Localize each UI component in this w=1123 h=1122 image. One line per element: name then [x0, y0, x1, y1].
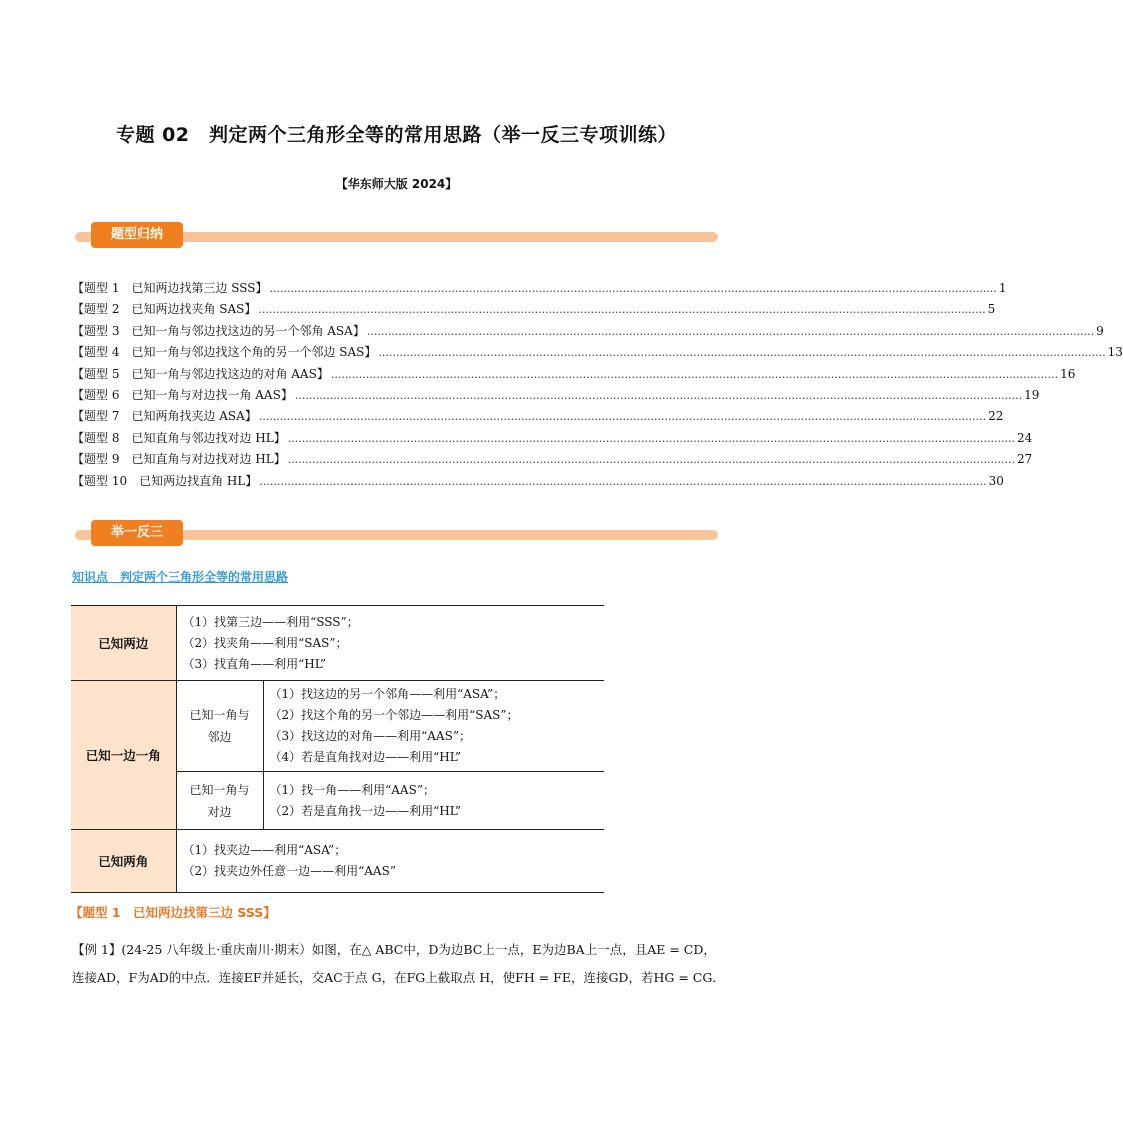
row-header-side-angle: 已知一边一角 — [71, 681, 176, 830]
method-item: （2）若是直角找一边——利用“HL” — [269, 803, 461, 818]
example-line: 连接AD，F为AD的中点．连接EF并延长，交AC于点 G，在FG上截取点 H，使FH = FE，连接GD，若HG = CG． — [72, 970, 725, 985]
toc-item[interactable] — [72, 279, 1007, 300]
method-item: （3）找这边的对角——利用“AAS”； — [269, 729, 471, 743]
two-angles-methods — [176, 830, 604, 893]
toc-label: 【题型 3 已知一角与邻边找这边的另一个邻角 ASA】 — [72, 323, 365, 338]
toc-item[interactable] — [72, 365, 1076, 386]
method-item: （2）找夹角——利用“SAS”； — [182, 635, 348, 650]
toc-leader: ................................................................................................................................................................................................................ — [330, 367, 1059, 381]
sub-header-adjacent — [176, 681, 263, 772]
adjacent-methods — [263, 681, 604, 772]
toc-label: 【题型 1 已知两边找第三边 SSS】 — [72, 281, 268, 295]
toc-item[interactable] — [72, 429, 1033, 450]
toc-label: 【题型 9 已知直角与对边找对边 HL】 — [72, 452, 286, 467]
method-item: （2）找这个角的另一个邻边——利用“SAS”； — [269, 708, 519, 722]
toc-label: 【题型 6 已知一角与对边找一角 AAS】 — [72, 387, 293, 402]
sub-header-line: 对边 — [207, 804, 232, 819]
topic-heading: 【题型 1 已知两边找第三边 SSS】 — [70, 905, 276, 920]
sub-header-opposite — [176, 772, 263, 830]
toc-page: 5 — [987, 302, 996, 317]
toc-leader: ................................................................................................................................................................................................................ — [258, 303, 986, 317]
toc-page: 16 — [1060, 366, 1076, 381]
toc-page: 27 — [1017, 452, 1033, 467]
method-table — [71, 605, 604, 893]
row-header-two-angles: 已知两角 — [71, 830, 176, 893]
toc-page: 30 — [988, 473, 1004, 488]
toc-leader: ................................................................................................................................................................................................................ — [269, 282, 997, 295]
toc-leader: ................................................................................................................................................................................................................ — [259, 474, 987, 488]
method-item: （1）找夹边——利用“ASA”； — [182, 843, 347, 857]
method-item: （2）找夹边外任意一边——利用“AAS” — [182, 864, 396, 878]
toc-leader: ................................................................................................................................................................................................................ — [287, 431, 1015, 445]
banner-label: 举一反三 — [91, 520, 183, 546]
toc-page: 9 — [1096, 323, 1104, 338]
method-item: （3）找直角——利用“HL” — [182, 656, 326, 671]
toc-leader: ................................................................................................................................................................................................................ — [378, 346, 1106, 360]
toc-label: 【题型 8 已知直角与邻边找对边 HL】 — [72, 430, 286, 445]
toc-leader: ................................................................................................................................................................................................................ — [258, 410, 987, 424]
toc-page: 22 — [988, 409, 1004, 424]
document-title: 专题 02 判定两个三角形全等的常用思路（举一反三专项训练） — [115, 124, 678, 146]
method-item: （1）找这边的另一个邻角——利用“ASA”； — [269, 687, 506, 701]
two-sides-methods — [176, 606, 604, 681]
method-item: （1）找一角——利用“AAS”； — [269, 782, 435, 797]
knowledge-point-heading: 知识点 判定两个三角形全等的常用思路 — [72, 570, 289, 584]
sub-header-line: 已知一角与 — [189, 708, 250, 722]
section-banner-examples — [75, 520, 718, 546]
toc-item[interactable] — [72, 407, 1004, 428]
edition-subtitle: 【华东师大版 2024】 — [335, 177, 458, 191]
toc-item[interactable] — [72, 322, 1104, 343]
example-paragraph — [72, 936, 724, 992]
toc-leader: ................................................................................................................................................................................................................ — [287, 453, 1015, 467]
toc-leader: ................................................................................................................................................................................................................ — [294, 388, 1023, 402]
toc-label: 【题型 5 已知一角与邻边找这边的对角 AAS】 — [72, 366, 329, 381]
toc-item[interactable] — [72, 386, 1040, 407]
toc-item[interactable] — [72, 343, 1123, 364]
example-line: 【例 1】(24-25 八年级上·重庆南川·期末）如图，在△ ABC中，D为边BC上一点，E为边BA上一点，且AE = CD， — [72, 942, 716, 957]
toc-label: 【题型 2 已知两边找夹角 SAS】 — [72, 302, 257, 317]
opposite-methods — [263, 772, 604, 830]
toc-label: 【题型 7 已知两角找夹边 ASA】 — [72, 409, 257, 424]
toc-item[interactable] — [72, 300, 996, 321]
sub-header-line: 已知一角与 — [189, 782, 250, 797]
toc-leader: ................................................................................................................................................................................................................ — [366, 324, 1095, 338]
toc-label: 【题型 10 已知两边找直角 HL】 — [72, 473, 258, 488]
toc-page: 1 — [998, 281, 1007, 295]
table-of-contents — [72, 279, 1123, 493]
sub-header-line: 邻边 — [207, 730, 232, 744]
section-banner-types — [75, 222, 718, 248]
toc-label: 【题型 4 已知一角与邻边找这个角的另一个邻边 SAS】 — [72, 345, 377, 360]
method-item: （1）找第三边——利用“SSS”； — [182, 614, 359, 629]
row-header-two-sides: 已知两边 — [71, 606, 176, 681]
toc-item[interactable] — [72, 472, 1004, 493]
toc-page: 19 — [1024, 387, 1040, 402]
toc-page: 13 — [1107, 345, 1123, 360]
toc-page: 24 — [1017, 430, 1033, 445]
method-item: （4）若是直角找对边——利用“HL” — [269, 750, 461, 764]
banner-label: 题型归纳 — [91, 222, 183, 248]
toc-item[interactable] — [72, 450, 1033, 471]
